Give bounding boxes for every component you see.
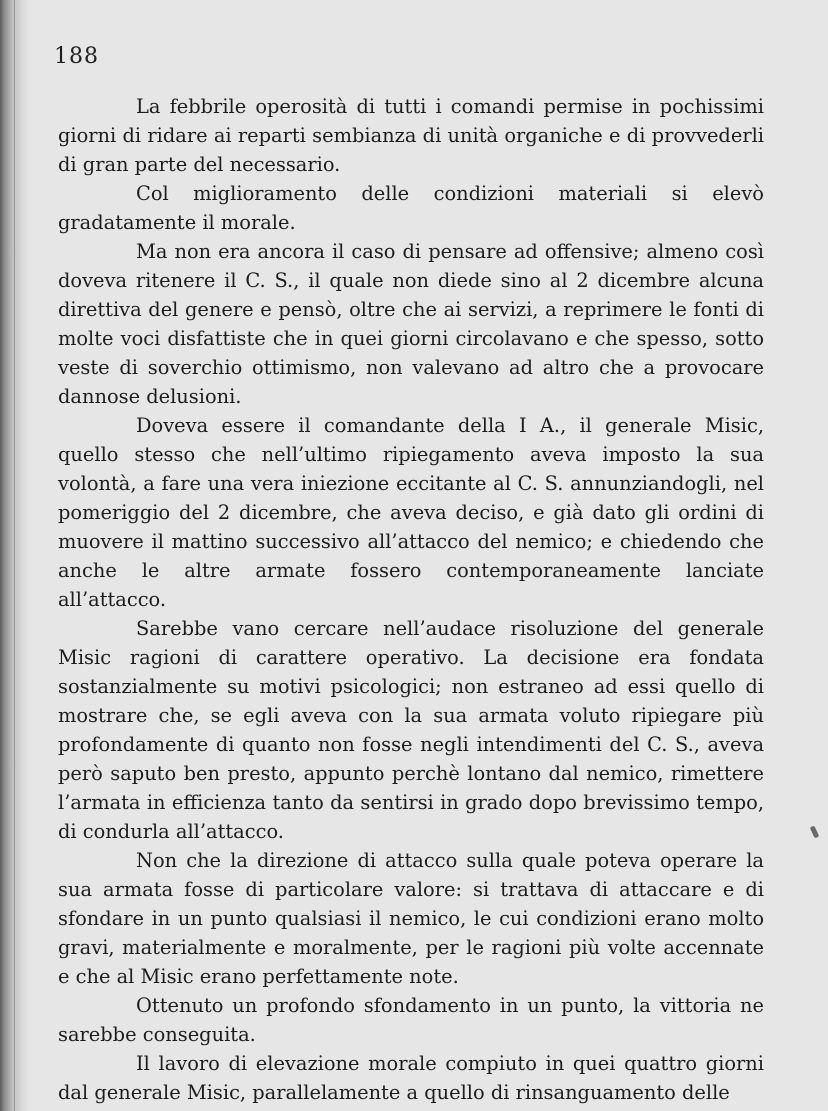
paragraph: Col miglioramento delle condizioni materiali si elevò gradatamente il morale.: [58, 182, 764, 234]
paragraph: Non che la direzione di attacco sulla quale poteva operare la sua armata fosse di particolare valore: si trattava di attaccare e di sfondare in un punto qualsiasi il nemico, le cui condizioni erano molto gravi, materialmente e moralmente, per le ragioni più volte accennate e che al Misic erano perfettamente note.: [58, 849, 764, 988]
paragraph: Ma non era ancora il caso di pensare ad offensive; almeno così doveva ritenere il C. S., il quale non diede sino al 2 dicembre alcuna direttiva del genere e pensò, oltre che ai servizi, a reprimere le fonti di molte voci disfattiste che in quei giorni circolavano e che spesso, sotto veste di soverchio ottimismo, non valevano ad altro che a provocare dannose delusioni.: [58, 240, 764, 408]
paragraph: Sarebbe vano cercare nell’audace risoluzione del generale Misic ragioni di carattere operativo. La decisione era fondata sostanzialmente su motivi psicologici; non estraneo ad essi quello di mostrare che, se egli aveva con la sua armata voluto ripiegare più profondamente di quanto non fosse negli intendimenti del C. S., aveva però saputo ben presto, appunto perchè lontano dal nemico, rimettere l’armata in efficienza tanto da sentirsi in grado dopo brevissimo tempo, di condurla all’attacco.: [58, 617, 764, 843]
paragraph: Doveva essere il comandante della I A., il generale Misic, quello stesso che nell’ultimo ripiegamento aveva imposto la sua volontà, a fare una vera iniezione eccitante al C. S. annunziandogli, nel pomeriggio del 2 dicembre, che aveva deciso, e già dato gli ordini di muovere il mattino successivo all’attacco del nemico; e chiedendo che anche le altre armate fossero contemporaneamente lanciate all’attacco.: [58, 414, 764, 611]
paragraph: Ottenuto un profondo sfondamento in un punto, la vittoria ne sarebbe conseguita.: [58, 994, 764, 1046]
body-text: [58, 92, 764, 1107]
binding-line: [6, 0, 7, 1111]
binding-line: [14, 0, 15, 1111]
scan-speck: [810, 826, 820, 839]
paragraph: Il lavoro di elevazione morale compiuto in quei quattro giorni dal generale Misic, parallelamente a quello di rinsanguamento delle: [58, 1052, 764, 1104]
page-number: 188: [54, 44, 99, 69]
paragraph: La febbrile operosità di tutti i comandi permise in pochissimi giorni di ridare ai reparti sembianza di unità organiche e di provvederli di gran parte del necessario.: [58, 95, 764, 176]
page-binding-shadow: [0, 0, 30, 1111]
